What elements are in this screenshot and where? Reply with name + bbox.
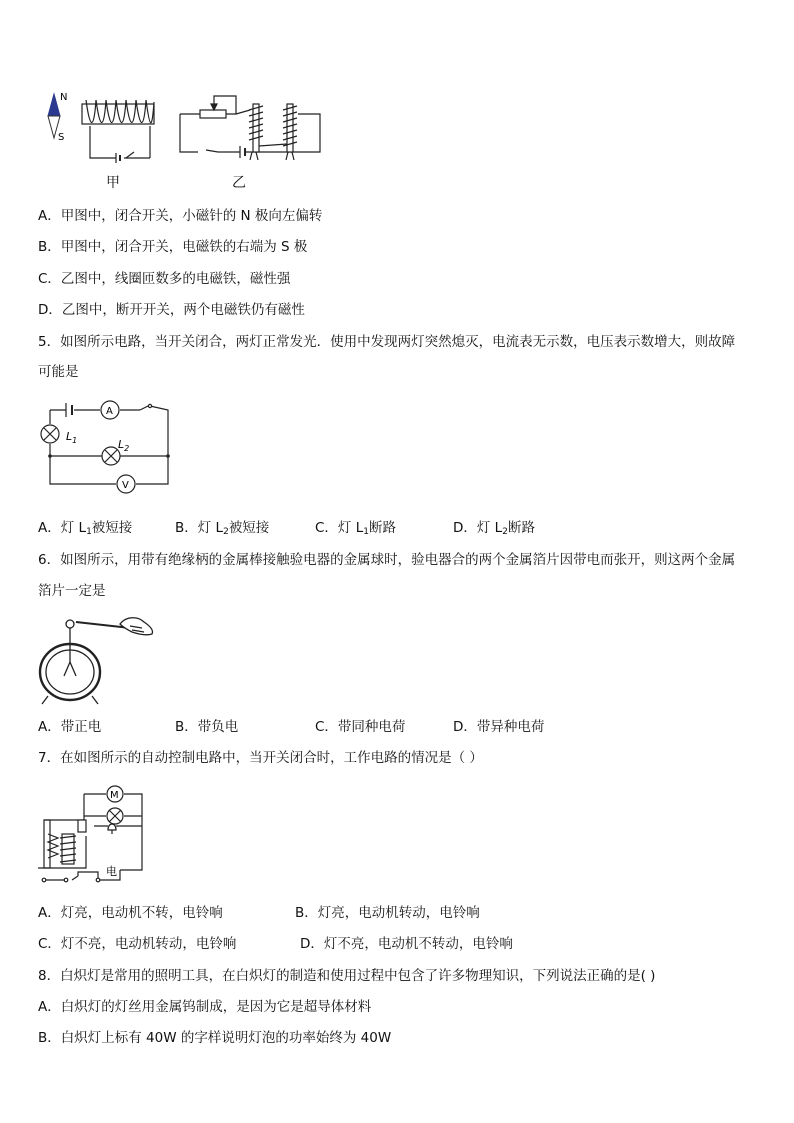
q8-option-b: B．白炽灯上标有 40W 的字样说明灯泡的功率始终为 40W: [38, 1030, 392, 1046]
q8-stem: 8．白炽灯是常用的照明工具，在白炽灯的制造和使用过程中包含了许多物理知识，下列说法正确的是( ): [38, 968, 656, 984]
q7-stem: 7．在如图所示的自动控制电路中，当开关闭合时，工作电路的情况是（ ）: [38, 750, 483, 766]
q4-option-b: B．甲图中，闭合开关，电磁铁的右端为 S 极: [38, 239, 308, 255]
circuit-yi: [180, 96, 320, 160]
svg-text:L1: [66, 430, 77, 445]
label-dian: 电: [106, 865, 117, 878]
q6-option-b: B．带负电: [175, 719, 239, 735]
motor-label: M: [110, 790, 119, 801]
figure-relay-circuit: [38, 776, 148, 888]
l1-sub: 1: [72, 436, 78, 445]
l1-label: L: [66, 430, 73, 443]
q5-option-b: B．灯 $L_2$被短接: [175, 520, 270, 537]
caption-jia: 甲: [106, 175, 120, 191]
q7-option-d: D．灯不亮，电动机不转动，电铃响: [300, 936, 513, 952]
q5-option-a: A．灯 $L_1$被短接: [38, 520, 133, 537]
q5-option-d: D．灯 $L_2$断路: [453, 520, 535, 537]
q6-stem-line2: 箔片一定是: [38, 583, 106, 599]
ammeter-label: A: [106, 406, 113, 417]
q5-option-c: C．灯 $L_1$断路: [315, 520, 396, 537]
q8-option-a: A．白炽灯的灯丝用金属钨制成，是因为它是超导体材料: [38, 999, 372, 1015]
q7-option-c: C．灯不亮，电动机转动，电铃响: [38, 936, 237, 952]
q7-option-b: B．灯亮，电动机转动，电铃响: [295, 905, 480, 921]
figure-electroscope: [34, 612, 158, 708]
q4-option-c: C．乙图中，线圈匝数多的电磁铁，磁性强: [38, 271, 291, 287]
svg-text:L2: [118, 438, 129, 453]
caption-yi: 乙: [232, 175, 246, 191]
q5-stem-line1: 5．如图所示电路，当开关闭合，两灯正常发光．使用中发现两灯突然熄灭，电流表无示数，电压表示数增大，则故障: [38, 334, 736, 350]
q6-option-d: D．带异种电荷: [453, 719, 545, 735]
l2-label: L: [118, 438, 125, 451]
figure-q5-circuit: [36, 396, 176, 500]
q6-stem-line1: 6．如图所示，用带有绝缘柄的金属棒接触验电器的金属球时，验电器合的两个金属箔片因带电而张开，则这两个金属: [38, 552, 736, 568]
q4-option-d: D．乙图中，断开开关，两个电磁铁仍有磁性: [38, 302, 305, 318]
q6-option-c: C．带同种电荷: [315, 719, 406, 735]
electromagnet-jia: [82, 100, 154, 163]
voltmeter-label: V: [122, 480, 129, 491]
figure-electromagnet: [40, 86, 340, 168]
l2-sub: 2: [124, 444, 130, 453]
compass-n-label: N: [60, 92, 68, 103]
compass-s-label: S: [58, 132, 65, 143]
q7-option-a: A．灯亮，电动机不转，电铃响: [38, 905, 223, 921]
q5-stem-line2: 可能是: [38, 364, 79, 380]
q4-option-a: A．甲图中，闭合开关，小磁针的 N 极向左偏转: [38, 208, 323, 224]
q6-option-a: A．带正电: [38, 719, 102, 735]
